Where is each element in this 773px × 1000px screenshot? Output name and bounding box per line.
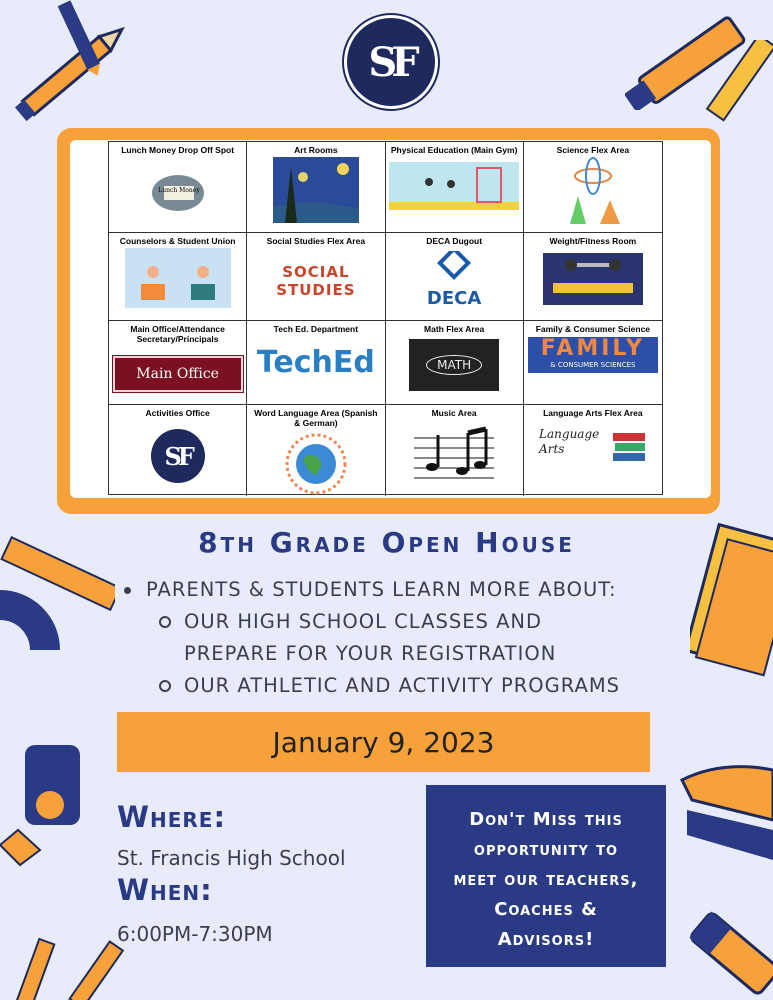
science-icon [558, 156, 628, 226]
list-subitem: OUR ATHLETIC AND ACTIVITY PROGRAMS [118, 670, 620, 702]
where-value: St. Francis High School [117, 846, 346, 870]
books-icon [611, 427, 647, 467]
family-consumer-logo: FAMILY & CONSUMER SCIENCES [528, 337, 658, 373]
counseling-illustration [125, 248, 231, 308]
room-cell: Counselors & Student Union [109, 233, 247, 321]
callout-box: Don't Miss this opportunity to meet our teachers, Coaches & Advisors! [426, 785, 666, 967]
svg-text:Lunch Money: Lunch Money [157, 187, 200, 194]
deca-logo-text: DECA [426, 288, 482, 309]
room-grid [108, 141, 663, 495]
when-label: When: [117, 873, 213, 907]
globe-icon [285, 433, 347, 495]
sharpener-icon [0, 735, 95, 875]
crayon-icon [5, 930, 125, 1000]
room-cell: Word Language Area (Spanish & German) [247, 405, 385, 496]
language-arts-logo: Language Arts [539, 427, 600, 456]
starry-night-painting [273, 157, 359, 223]
room-cell: Activities Office SF [109, 405, 247, 496]
when-value: 6:00PM-7:30PM [117, 922, 273, 946]
room-cell: Main Office/Attendance Secretary/Principals Main Office [109, 321, 247, 405]
room-cell: Art Rooms [247, 142, 385, 233]
room-cell: Social Studies Flex Area SOCIAL STUDIES [247, 233, 385, 321]
room-cell: Family & Consumer Science FAMILY & CONSUMER SCIENCES [524, 321, 662, 405]
room-cell: Lunch Money Drop Off Spot Lunch Money [109, 142, 247, 233]
list-item: PARENTS & STUDENTS LEARN MORE ABOUT: [118, 574, 620, 606]
list-subitem-continued: PREPARE FOR YOUR REGISTRATION [184, 642, 557, 665]
crayon-icon [700, 40, 773, 130]
music-notes-icon [414, 423, 494, 483]
school-logo: SF [344, 15, 438, 109]
protractor-icon [0, 580, 70, 650]
room-cell: Language Arts Flex Area Language Arts [524, 405, 662, 496]
activities-logo: SF [151, 429, 205, 483]
room-cell: DECA Dugout DECA [386, 233, 524, 321]
room-cell: Math Flex Area MATH [386, 321, 524, 405]
crayon-icon [40, 0, 120, 80]
fitness-illustration [543, 253, 643, 305]
piggy-bank-icon [148, 168, 208, 218]
stapler-icon [672, 760, 773, 870]
main-office-sign: Main Office [113, 356, 243, 392]
gym-illustration [389, 162, 519, 214]
room-cell: Music Area [386, 405, 524, 496]
teched-logo: TechEd [256, 345, 375, 380]
list-subitem: OUR HIGH SCHOOL CLASSES AND [118, 606, 620, 638]
room-cell: Weight/Fitness Room [524, 233, 662, 321]
social-studies-logo: SOCIAL STUDIES [276, 263, 356, 299]
headline: 8th Grade Open House [198, 526, 575, 559]
math-chalkboard: MATH [409, 339, 499, 391]
room-cell: Tech Ed. Department TechEd [247, 321, 385, 405]
where-label: Where: [117, 800, 227, 834]
room-cell: Physical Education (Main Gym) [386, 142, 524, 233]
eraser-icon [680, 900, 773, 1000]
event-date: January 9, 2023 [117, 712, 650, 772]
room-cell: Science Flex Area [524, 142, 662, 233]
info-list [118, 574, 620, 702]
